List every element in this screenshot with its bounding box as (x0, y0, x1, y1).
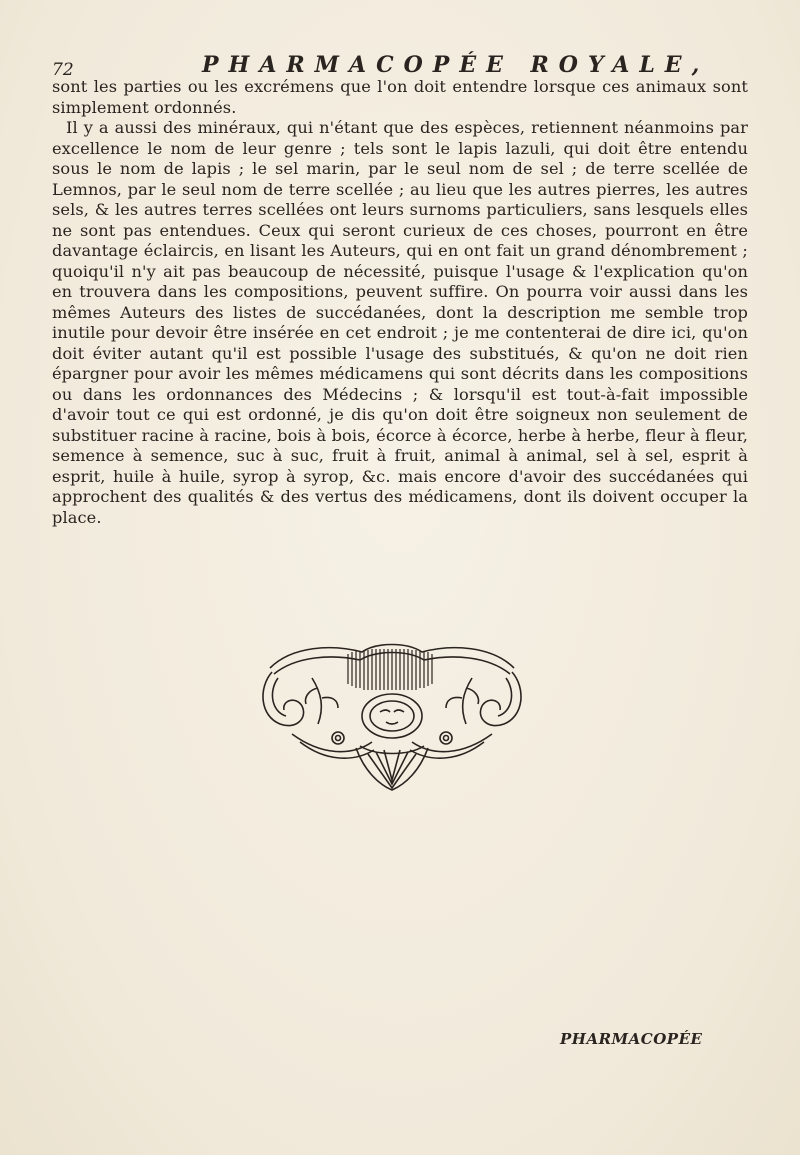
engraved-ornament-icon (252, 638, 532, 800)
catchword: PHARMACOPÉE (560, 1030, 703, 1048)
page-number: 72 (52, 60, 74, 80)
body-text (52, 77, 748, 528)
running-title: PHARMACOPÉE ROYALE, (202, 52, 710, 78)
paragraph-minerals: Il y a aussi des minéraux, qui n'étant que des espèces, retiennent néanmoins par excellence le nom de leur genre ; tels sont le lapis lazuli, qui doit être entendu sous le nom de lapis ; le sel marin, par le seul nom de sel ; de terre scellée de Lemnos, par le seul nom de terre scellée ; au lieu que les autres pierres, les autres sels, & les autres terres scellées ont leurs surnoms particuliers, sans lesquels elles ne sont pas entendues. Ceux qui seront curieux de ces choses, pourront en être davantage éclaircis, en lisant les Auteurs, qui en ont fait un grand dénombrement ; quoiqu'il n'y ait pas beaucoup de nécessité, puisque l'usage & l'explication qu'on en trouvera dans les compositions, peuvent suffire. On pourra voir aussi dans les mêmes Auteurs des listes de succédanées, dont la description me semble trop inutile pour devoir être insérée en cet endroit ; je me contenterai de dire ici, qu'on doit éviter autant qu'il est possible l'usage des substitués, & qu'on ne doit rien épargner pour avoir les mêmes médicamens qui sont décrits dans les compositions ou dans les ordonnances des Médecins ; & lorsqu'il est tout-à-fait impossible d'avoir tout ce qui est ordonné, je dis qu'on doit être soigneux non seulement de substituer racine à racine, bois à bois, écorce à écorce, herbe à herbe, fleur à fleur, semence à semence, suc à suc, fruit à fruit, animal à animal, sel à sel, esprit à esprit, huile à huile, syrop à syrop, &c. mais encore d'avoir des succédanées qui approchent des qualités & des vertus des médicamens, dont ils doivent occuper la place. (52, 118, 748, 527)
paragraph-continuation: sont les parties ou les excrémens que l'on doit entendre lorsque ces animaux sont simplement ordonnés. (52, 77, 748, 117)
